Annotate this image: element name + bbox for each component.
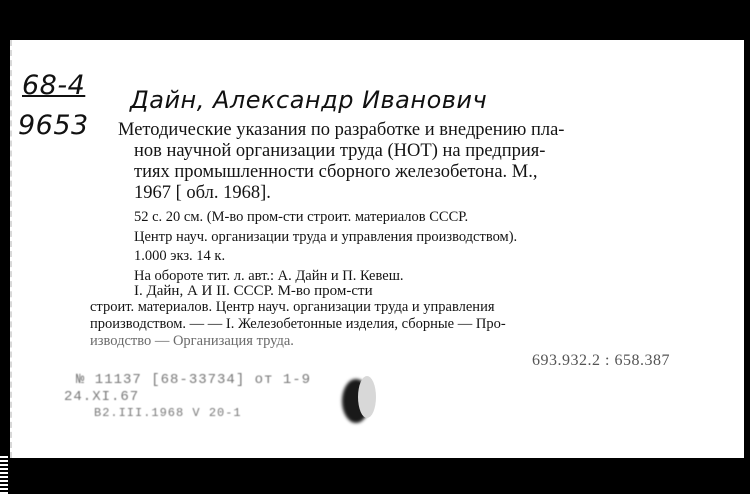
title-line: тиях промышленности сборного железобетона. М., (134, 162, 538, 182)
stamp-line: № 11137 [68-33734] от 1-9 (76, 372, 312, 388)
author-handwritten: Дайн, Александр Иванович (130, 86, 488, 114)
tracing-line: изводство — Организация труда. (90, 333, 294, 349)
film-edge (0, 456, 8, 494)
catalog-card (10, 40, 744, 458)
title-line: 1967 [ обл. 1968]. (134, 183, 271, 203)
collation-line: Центр науч. организации труда и управления производством). (134, 229, 518, 245)
title-line: нов научной организации труда (НОТ) на предприя- (134, 141, 546, 161)
stamp-line: В2.III.1968 V 20-1 (94, 406, 242, 420)
ink-blot-highlight (358, 376, 376, 418)
collation-line: 52 с. 20 см. (М-во пром-сти строит. материалов СССР. (134, 209, 469, 225)
tracing-line: производством. — — I. Железобетонные изделия, сборные — Про- (90, 316, 506, 332)
classification-number: 693.932.2 : 658.387 (532, 352, 670, 369)
collation-line: 1.000 экз. 14 к. (134, 248, 226, 264)
tracing-line: I. Дайн, А И II. СССР. М-во пром-сти (134, 283, 373, 299)
call-number-top: 68-4 (22, 70, 86, 101)
title-line: Методические указания по разработке и внедрению пла- (118, 120, 565, 140)
tracing-line: строит. материалов. Центр науч. организации труда и управления (90, 299, 495, 315)
stamp-line: 24.XI.67 (64, 389, 140, 405)
call-number-bottom: 9653 (18, 110, 89, 141)
collation-line: На обороте тит. л. авт.: А. Дайн и П. Кевеш. (134, 268, 404, 284)
